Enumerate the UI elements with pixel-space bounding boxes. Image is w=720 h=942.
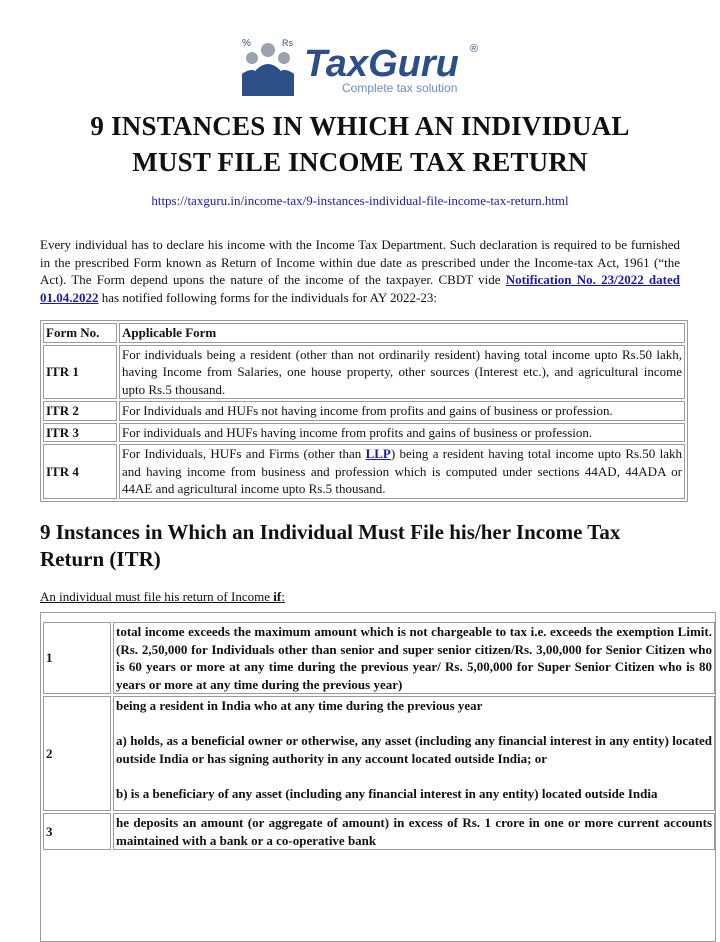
page-title-line2: MUST FILE INCOME TAX RETURN	[132, 147, 588, 177]
form-number: ITR 1	[43, 345, 117, 400]
taxguru-logo	[238, 34, 498, 98]
intro-text: Every individual has to declare his income with the Income Tax Department. Such declaration is required to be furnished in the prescribed Form known as Return of Income within due date as prescribed under the Income-tax Act, 1961 (“the Act). The Form depend upons the nature of the income of the taxpayer. CBDT vide	[40, 237, 680, 287]
table-row	[43, 444, 685, 499]
table-row	[43, 401, 685, 421]
svg-text:%: %	[242, 38, 251, 49]
form-description: For individuals and HUFs having income from profits and gains of business or profession.	[119, 423, 685, 443]
registered-mark: ®	[470, 43, 479, 55]
page-title-line1: 9 INSTANCES IN WHICH AN INDIVIDUAL	[90, 111, 630, 141]
form-description: For individuals being a resident (other than not ordinarily resident) having total income upto Rs.50 lakh, having Income from Salaries, one house property, other sources (Interest etc.), and agricultural income upto Rs.5 thousand.	[119, 345, 685, 400]
page-title	[0, 108, 720, 180]
brand-tagline: Complete tax solution	[342, 81, 458, 95]
form-description: For Individuals, HUFs and Firms (other than LLP) being a resident having total income upto Rs.50 lakh and having income from business and profession which is computed under sections 44AD, 44ADA or 44AE and agricultural income upto Rs.5 thousand.	[119, 444, 685, 499]
instance-number: 1	[43, 622, 111, 694]
llp-link[interactable]: LLP	[365, 446, 391, 461]
intro-paragraph	[40, 236, 680, 306]
instance-number: 2	[43, 696, 111, 811]
form-number: ITR 3	[43, 423, 117, 443]
header-form-no: Form No.	[43, 323, 117, 343]
form-number: ITR 2	[43, 401, 117, 421]
table-row	[43, 813, 715, 850]
notification-link[interactable]: Notification No. 23/2022 dated 01.04.2022	[40, 272, 680, 305]
form-description: For Individuals and HUFs not having income from profits and gains of business or profession.	[119, 401, 685, 421]
instance-number: 3	[43, 813, 111, 850]
form-number: ITR 4	[43, 444, 117, 499]
article-url-link[interactable]: https://taxguru.in/income-tax/9-instances-individual-file-income-tax-return.html	[151, 193, 569, 208]
instance-text: total income exceeds the maximum amount which is not chargeable to tax i.e. exceeds the exemption Limit. (Rs. 2,50,000 for Individuals other than senior and super senior citizen/Rs. 3,00,000 for Senior Citizen who is 60 years or more at any time during the previous year/ Rs. 5,00,000 for Super Senior Citizen who is 80 years or more at any time during the previous year)	[113, 622, 715, 694]
people-badge-icon	[242, 38, 294, 96]
brand-name: TaxGuru	[304, 43, 459, 85]
itr-forms-table	[40, 320, 688, 502]
instance-text: being a resident in India who at any time during the previous year a) holds, as a beneficial owner or otherwise, any asset (including any financial interest in any entity) located outside India or has signing authority in any account located outside India; or b) is a beneficiary of any asset (including any financial interest in any entity) located outside India	[113, 696, 715, 811]
intro-after-text: has notified following forms for the individuals for AY 2022-23:	[98, 289, 437, 305]
instance-text: he deposits an amount (or aggregate of amount) in excess of Rs. 1 crore in one or more current accounts maintained with a bank or a co-operative bank	[113, 813, 715, 850]
section-heading: 9 Instances in Which an Individual Must File his/her Income Tax Return (ITR)	[40, 520, 621, 571]
table-header-row	[43, 323, 685, 343]
section-intro: An individual must file his return of Income if:	[40, 589, 285, 604]
table-row	[43, 423, 685, 443]
table-row	[43, 622, 715, 694]
table-row	[43, 696, 715, 811]
instances-table	[41, 620, 717, 852]
svg-text:Rs: Rs	[282, 38, 293, 48]
table-row	[43, 345, 685, 400]
header-applicable-form: Applicable Form	[119, 323, 685, 343]
